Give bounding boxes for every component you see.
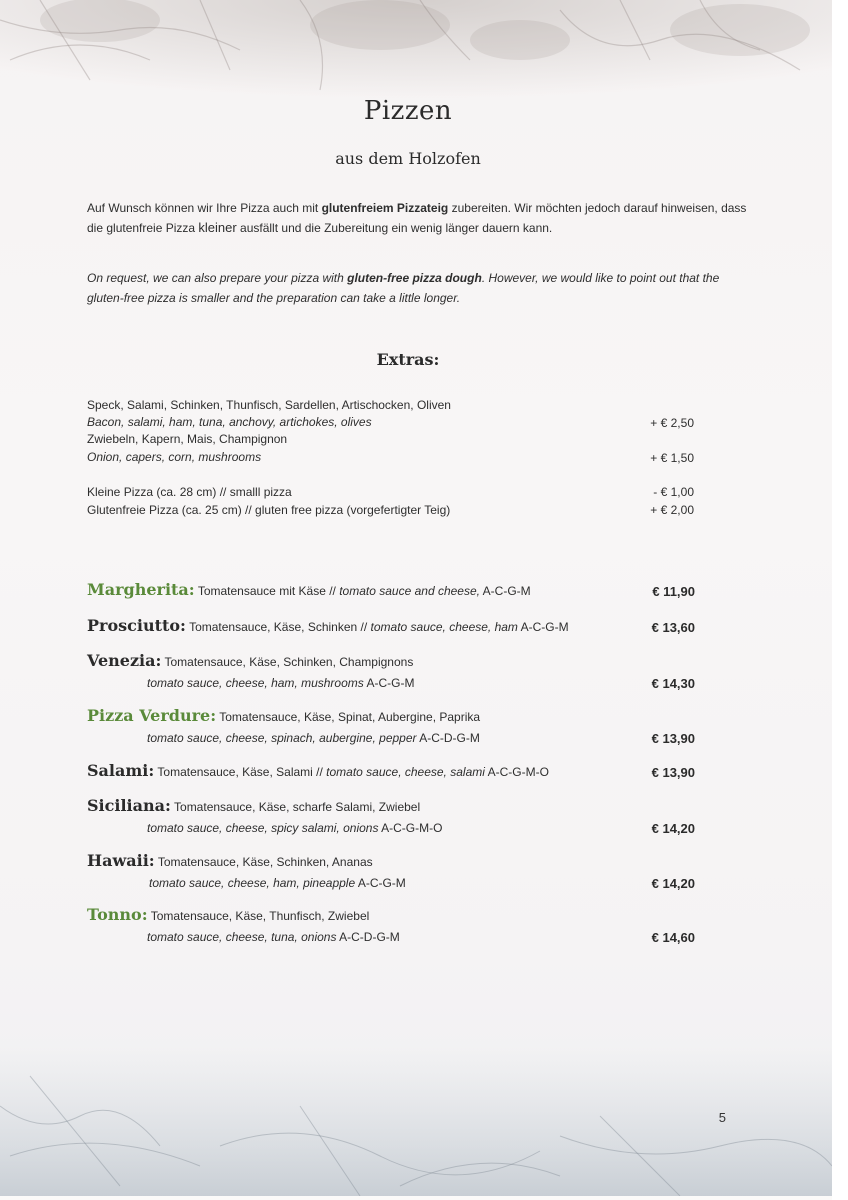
intro-de-text: ausfällt und die Zubereitung ein wenig länger dauern kann. <box>236 221 553 235</box>
pizza-prosciutto: Prosciutto: Tomatensauce, Käse, Schinken // tomato sauce, cheese, ham A-C-G-M <box>87 616 569 635</box>
extras-group2-en: Onion, capers, corn, mushrooms <box>87 450 262 464</box>
pizza-siciliana-en <box>147 821 442 835</box>
pizza-venezia-en <box>147 676 414 690</box>
pizza-description-en: tomato sauce, cheese, ham <box>370 620 518 634</box>
intro-de-emphasis: kleiner <box>198 220 237 235</box>
pizza-allergens: A-C-D-G-M <box>416 731 480 745</box>
pizza-name: Salami <box>87 761 149 780</box>
extras-glutenfree-pizza: Glutenfreie Pizza (ca. 25 cm) // gluten free pizza (vorgefertigter Teig) <box>87 503 451 517</box>
pizza-price: € 11,90 <box>652 584 695 599</box>
pizza-verdure-en <box>147 731 480 745</box>
pizza-description-de: Tomatensauce, Käse, Schinken, Champignons <box>164 655 414 669</box>
pizza-allergens: A-C-G-M <box>517 620 569 634</box>
pizza-description-de: Tomatensauce, Käse, Thunfisch, Zwiebel <box>150 909 370 923</box>
pizza-hawaii-en <box>149 876 406 890</box>
pizza-allergens: A-C-G-M-O <box>378 821 443 835</box>
intro-en-text: . However, we would like to point out that the gluten-free pizza is smaller and the preparation can take a little longer. <box>87 271 720 305</box>
pizza-tonno: Tonno: Tomatensauce, Käse, Thunfisch, Zwiebel <box>87 905 370 924</box>
extras-group1-price: + € 2,50 <box>650 416 694 430</box>
page-edge <box>832 0 848 1200</box>
pizza-description-de: Tomatensauce, Käse, Schinken // <box>189 620 371 634</box>
intro-german <box>87 198 747 238</box>
pizza-verdure: Pizza Verdure: Tomatensauce, Käse, Spinat, Aubergine, Paprika <box>87 706 481 725</box>
pizza-allergens: A-C-G-M-O <box>484 765 549 779</box>
extras-group2-de: Zwiebeln, Kapern, Mais, Champignon <box>87 432 288 446</box>
extras-small-pizza-price: - € 1,00 <box>653 485 694 499</box>
pizza-description-de: Tomatensauce, Käse, Salami // <box>157 765 327 779</box>
pizza-allergens: A-C-G-M <box>479 584 531 598</box>
pizza-tonno-en <box>147 930 400 944</box>
pizza-name: Prosciutto <box>87 616 181 635</box>
pizza-price: € 14,30 <box>651 676 695 691</box>
pizza-description-de: Tomatensauce, Käse, Spinat, Aubergine, Paprika <box>219 710 481 724</box>
intro-english <box>87 268 747 308</box>
pizza-description-en: tomato sauce, cheese, salami <box>326 765 485 779</box>
pizza-name: Hawaii <box>87 851 149 870</box>
intro-en-highlight: gluten-free pizza dough <box>347 271 482 285</box>
pizza-siciliana: Siciliana: Tomatensauce, Käse, scharfe Salami, Zwiebel <box>87 796 421 815</box>
pizza-allergens: A-C-D-G-M <box>336 930 400 944</box>
page-number: 5 <box>718 1110 726 1125</box>
pizza-description-en: tomato sauce and cheese, <box>339 584 480 598</box>
intro-de-text: zubereiten. Wir möchten jedoch darauf hinweisen, dass die glutenfreie Pizza <box>87 201 747 235</box>
extras-glutenfree-pizza-price: + € 2,00 <box>650 503 694 517</box>
extras-heading: Extras: <box>376 350 440 369</box>
pizza-margherita: Margherita: Tomatensauce mit Käse // tomato sauce and cheese, A-C-G-M <box>87 580 531 599</box>
extras-group2-price: + € 1,50 <box>650 451 694 465</box>
pizza-description-de: Tomatensauce mit Käse // <box>197 584 340 598</box>
intro-de-highlight: glutenfreiem Pizzateig <box>321 201 449 215</box>
pizza-description-en: tomato sauce, cheese, tuna, onions <box>147 930 337 944</box>
pizza-price: € 14,20 <box>651 821 695 836</box>
pizza-salami: Salami: Tomatensauce, Käse, Salami // tomato sauce, cheese, salami A-C-G-M-O <box>87 761 549 780</box>
pizza-allergens: A-C-G-M <box>355 876 406 890</box>
pizza-price: € 13,60 <box>651 620 695 635</box>
pizza-name: Tonno <box>87 905 142 924</box>
pizza-name: Siciliana <box>87 796 165 815</box>
pizza-description-en: tomato sauce, cheese, ham, pineapple <box>149 876 356 890</box>
pizza-description-en: tomato sauce, cheese, spicy salami, onions <box>147 821 379 835</box>
extras-group1-de: Speck, Salami, Schinken, Thunfisch, Sardellen, Artischocken, Oliven <box>87 398 451 412</box>
pizza-description-en: tomato sauce, cheese, spinach, aubergine, pepper <box>147 731 417 745</box>
pizza-name: Pizza Verdure <box>87 706 211 725</box>
extras-small-pizza: Kleine Pizza (ca. 28 cm) // smalll pizza <box>87 485 292 499</box>
pizza-description-de: Tomatensauce, Käse, scharfe Salami, Zwiebel <box>174 800 421 814</box>
pizza-allergens: A-C-G-M <box>363 676 415 690</box>
pizza-hawaii: Hawaii: Tomatensauce, Käse, Schinken, Ananas <box>87 851 373 870</box>
pizza-name: Margherita <box>87 580 189 599</box>
pizza-description-en: tomato sauce, cheese, ham, mushrooms <box>147 676 364 690</box>
page-subtitle: aus dem Holzofen <box>335 149 481 168</box>
pizza-description-de: Tomatensauce, Käse, Schinken, Ananas <box>157 855 373 869</box>
pizza-price: € 14,60 <box>651 930 695 945</box>
pizza-price: € 13,90 <box>651 731 695 746</box>
extras-group1-en: Bacon, salami, ham, tuna, anchovy, artichokes, olives <box>87 415 372 429</box>
pizza-price: € 14,20 <box>651 876 695 891</box>
page-title: Pizzen <box>363 96 453 126</box>
intro-de-text: Auf Wunsch können wir Ihre Pizza auch mit <box>87 201 322 215</box>
intro-en-text: On request, we can also prepare your pizza with <box>87 271 348 285</box>
pizza-venezia: Venezia: Tomatensauce, Käse, Schinken, Champignons <box>87 651 414 670</box>
pizza-price: € 13,90 <box>651 765 695 780</box>
pizza-name: Venezia <box>87 651 156 670</box>
